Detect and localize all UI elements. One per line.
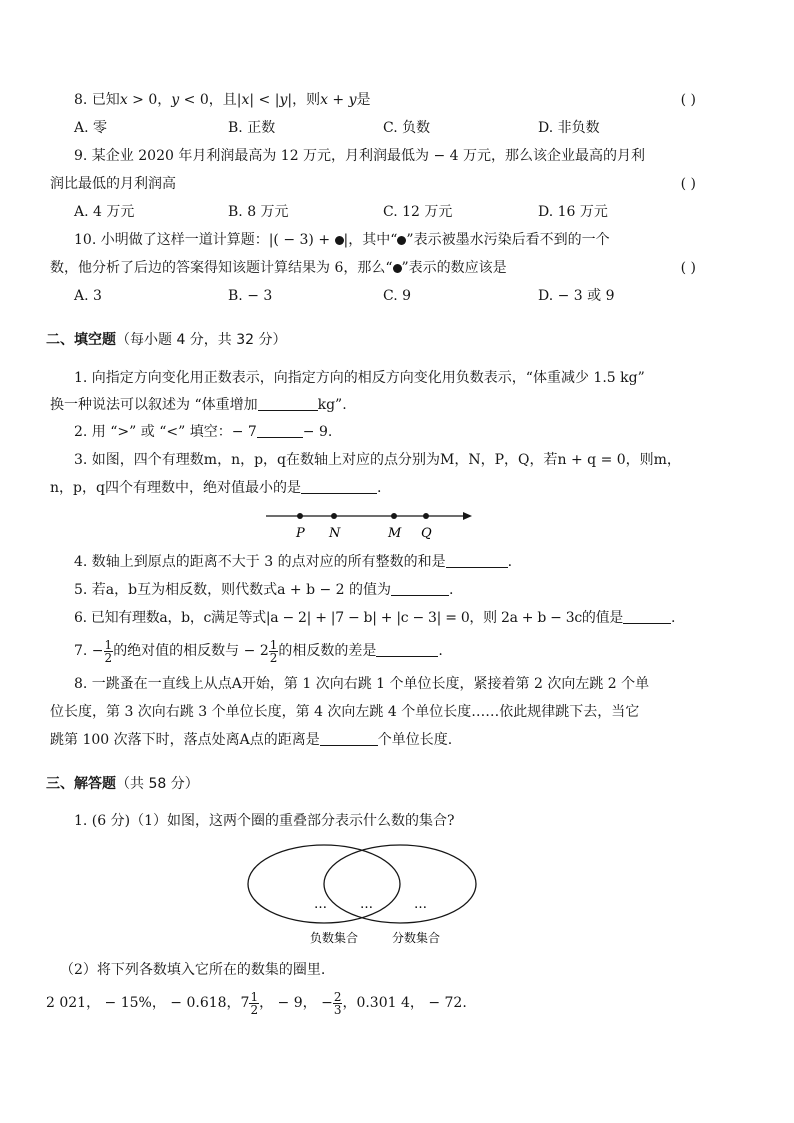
option-b: B. − 3 (228, 288, 273, 304)
answer-paren-q8: ( ) (680, 92, 696, 108)
answer-blank[interactable] (258, 396, 318, 411)
fill-3-line2: n，p，q四个有理数中，绝对值最小的是 . (50, 480, 382, 496)
option-b: B. 8 万元 (228, 204, 289, 220)
venn-dots: … (314, 897, 327, 912)
answer-blank[interactable] (257, 423, 303, 438)
label-m: M (388, 526, 402, 541)
point-p (297, 513, 303, 519)
option-d: D. 16 万元 (538, 204, 608, 220)
solve-1-line1: 1. (6 分)（1）如图，这两个圈的重叠部分表示什么数的集合? (74, 813, 455, 829)
point-n (331, 513, 337, 519)
answer-blank[interactable] (320, 731, 378, 746)
answer-paren-q10: ( ) (680, 260, 696, 276)
question-10-line1: 10. 小明做了这样一道计算题：|( − 3) + |，其中“ ”表示被墨水污染后看不到的一个 (74, 232, 610, 248)
answer-blank[interactable] (391, 581, 449, 596)
option-b: B. 正数 (228, 120, 276, 136)
option-a: A. 零 (74, 120, 108, 136)
section-3-heading: 三、解答题（共 58 分） (46, 776, 199, 792)
fill-6: 6. 已知有理数a，b，c满足等式|a − 2| + |7 − b| + |c − 3| = 0，则 2a + b − 3c的值是 . (74, 610, 676, 626)
fraction: $\frac{1}{2}$ (250, 989, 259, 1017)
solve-1-part2: （2）将下列各数填入它所在的数集的圈里. (60, 962, 326, 978)
ink-blot-icon (393, 264, 402, 273)
venn-diagram (240, 838, 480, 950)
fraction-set-label: 分数集合 (392, 931, 441, 945)
venn-dots: … (360, 897, 373, 912)
venn-dots: … (414, 897, 427, 912)
option-d: D. 非负数 (538, 120, 600, 136)
section-2-heading: 二、填空题（每小题 4 分，共 32 分） (46, 332, 287, 348)
fraction: $\frac{2}{3}$ (333, 989, 342, 1017)
fill-5: 5. 若a，b互为相反数，则代数式a + b − 2 的值为 . (74, 582, 454, 598)
option-c: C. 9 (383, 288, 412, 304)
label-n: N (329, 526, 341, 541)
answer-blank[interactable] (446, 553, 508, 568)
option-c: C. 12 万元 (383, 204, 453, 220)
option-c: C. 负数 (383, 120, 431, 136)
fill-2: 2. 用 “>” 或 “<” 填空：− 7 − 9. (74, 424, 333, 440)
label-q: Q (421, 526, 432, 541)
option-a: A. 3 (74, 288, 102, 304)
question-10-line2: 数，他分析了后边的答案得知该题计算结果为 6，那么“ ”表示的数应该是 (50, 260, 507, 276)
number-line-figure (262, 507, 476, 541)
answer-blank[interactable] (301, 479, 377, 494)
question-9-line1: 9. 某企业 2020 年月利润最高为 12 万元，月利润最低为 − 4 万元，那么该企业最高的月利 (74, 148, 646, 164)
question-9-line2: 润比最低的月利润高 (50, 176, 176, 192)
fill-7: 7. − $\frac{1}{2}$ 的绝对值的相反数与 − 2 $\frac{1}{2}$ 的相反数的差是 . (74, 637, 443, 665)
label-p: P (296, 526, 305, 541)
fraction: $\frac{1}{2}$ (104, 637, 113, 665)
fill-8-line3: 跳第 100 次落下时，落点处离A点的距离是 个单位长度. (50, 732, 453, 748)
fill-8-line2: 位长度，第 3 次向右跳 3 个单位长度，第 4 次向左跳 4 个单位长度……依此规律跳下去，当它 (50, 704, 640, 720)
answer-paren-q9: ( ) (680, 176, 696, 192)
fill-1-line2: 换一种说法可以叙述为 “体重增加 kg”. (50, 397, 347, 413)
fraction: $\frac{1}{2}$ (269, 637, 278, 665)
axis-arrow-icon (463, 512, 472, 520)
fill-8-line1: 8. 一跳蚤在一直线上从点A开始，第 1 次向右跳 1 个单位长度，紧接着第 2 次向左跳 2 个单 (74, 676, 650, 692)
option-d: D. − 3 或 9 (538, 288, 615, 304)
ink-blot-icon (335, 236, 344, 245)
answer-blank[interactable] (623, 609, 671, 624)
point-q (423, 513, 429, 519)
fill-3-line1: 3. 如图，四个有理数m，n，p，q在数轴上对应的点分别为M，N，P，Q，若n + q = 0，则m， (74, 452, 681, 468)
fill-4: 4. 数轴上到原点的距离不大于 3 的点对应的所有整数的和是 . (74, 554, 513, 570)
point-m (391, 513, 397, 519)
negative-set-label: 负数集合 (310, 931, 359, 945)
question-8: 8. 已知x > 0，y < 0，且|x| < |y|，则x + y是 (74, 92, 371, 108)
answer-blank[interactable] (376, 642, 438, 657)
number-list: 2 021， − 15%， − 0.618，7 $\frac{1}{2}$ ， − 9， − $\frac{2}{3}$ ，0.301 4， − 72. (46, 989, 467, 1017)
option-a: A. 4 万元 (74, 204, 135, 220)
fill-1-line1: 1. 向指定方向变化用正数表示，向指定方向的相反方向变化用负数表示，“体重减少 1.5 kg” (74, 370, 645, 386)
